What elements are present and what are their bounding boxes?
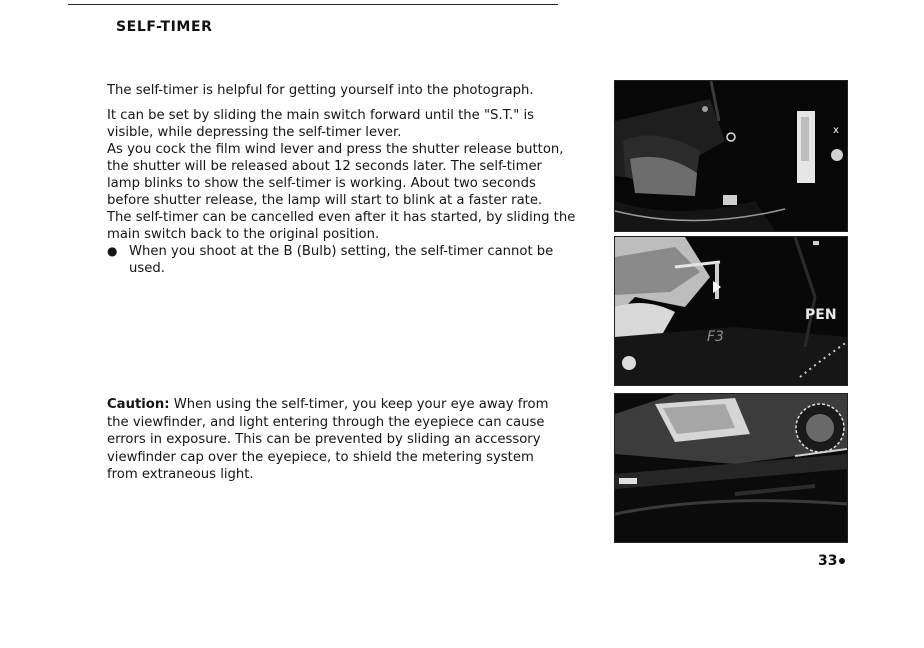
caution-paragraph [107,396,587,484]
bullet-line: When you shoot at the B (Bulb) setting, the self-timer cannot be [129,244,554,259]
model-name: F3 [707,329,724,345]
caution-line: from extraneous light. [107,467,254,482]
caution-label: Caution: [107,397,170,412]
main-line: the shutter will be released about 12 seconds later. The self-timer [107,159,542,174]
bullet-icon: ● [107,244,118,258]
svg-text:x: x [833,125,839,136]
main-line: before shutter release, the lamp will start to blink at a faster rate. [107,193,543,208]
intro-paragraph [107,82,599,99]
pen-logo: PEN [805,307,837,323]
page-number-value: 33 [818,553,838,569]
camera-photo-film-wind-lever [614,236,848,386]
bullet-line: used. [129,261,165,276]
intro-text: The self-timer is helpful for getting yourself into the photograph. [107,83,534,98]
camera-photo-viewfinder-cap [614,393,848,543]
main-paragraph [107,107,599,277]
caution-line: errors in exposure. This can be prevented by sliding an accessory [107,432,541,447]
bulb-note [107,243,599,277]
page-number-dot-icon [839,558,845,564]
main-line: The self-timer can be cancelled even after it has started, by sliding the [107,210,576,225]
main-line: It can be set by sliding the main switch forward until the "S.T." is [107,108,535,123]
page-heading: SELF-TIMER [116,19,213,35]
bulb-note-text [129,243,553,277]
main-line: visible, while depressing the self-timer lever. [107,125,402,140]
main-line: main switch back to the original position. [107,227,380,242]
top-rule [68,4,558,5]
main-line: lamp blinks to show the self-timer is working. About two seconds [107,176,536,191]
camera-photo-self-timer-switch [614,80,848,232]
caution-line: the viewfinder, and light entering through the eyepiece can cause [107,414,545,430]
caution-line: When using the self-timer, you keep your eye away from [169,397,549,412]
caution-line: viewfinder cap over the eyepiece, to shield the metering system [107,449,534,465]
page-number [818,553,845,569]
main-line: As you cock the film wind lever and press the shutter release button, [107,142,564,157]
